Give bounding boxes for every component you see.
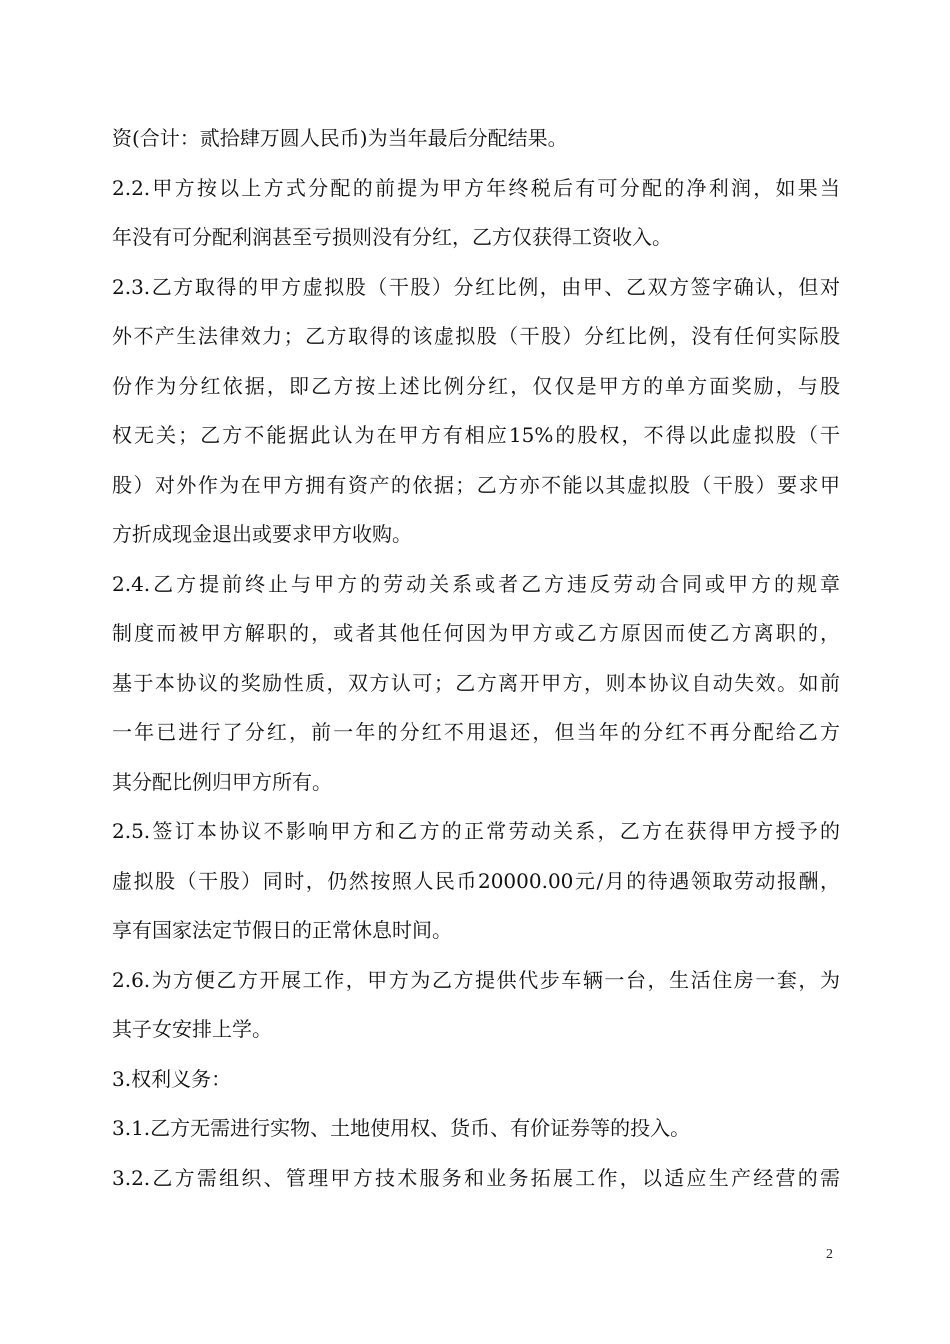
text-line: 2.4.乙方提前终止与甲方的劳动关系或者乙方违反劳动合同或甲方的规章 xyxy=(112,571,840,596)
text-line: 份作为分红依据，即乙方按上述比例分红，仅仅是甲方的单方面奖励，与股 xyxy=(112,373,840,398)
text-line: 2.3.乙方取得的甲方虚拟股（干股）分红比例，由甲、乙双方签字确认，但对 xyxy=(112,274,840,299)
text-line: 2.6.为方便乙方开展工作，甲方为乙方提供代步车辆一台，生活住房一套，为 xyxy=(112,967,840,992)
text-line: 2.5.签订本协议不影响甲方和乙方的正常劳动关系，乙方在获得甲方授予的 xyxy=(112,819,840,843)
page-number: 2 xyxy=(826,1247,833,1262)
text-line: 一年已进行了分红，前一年的分红不用退还，但当年的分红不再分配给乙方 xyxy=(112,720,840,744)
text-line: 3.权利义务： xyxy=(112,1066,232,1091)
text-line: 享有国家法定节假日的正常休息时间。 xyxy=(112,918,452,942)
document-body xyxy=(112,114,840,1203)
text-line: 年没有可分配利润甚至亏损则没有分红，乙方仅获得工资收入。 xyxy=(112,225,672,249)
text-line: 其子女安排上学。 xyxy=(112,1017,272,1041)
text-line: 其分配比例归甲方所有。 xyxy=(112,769,332,794)
text-line: 3.2.乙方需组织、管理甲方技术服务和业务拓展工作，以适应生产经营的需 xyxy=(112,1165,840,1190)
text-line: 资(合计：贰拾肆万圆人民币)为当年最后分配结果。 xyxy=(112,126,568,150)
text-line: 虚拟股（干股）同时，仍然按照人民币20000.00元/月的待遇领取劳动报酬， xyxy=(112,868,840,893)
text-line: 方折成现金退出或要求甲方收购。 xyxy=(112,522,412,546)
text-line: 股）对外作为在甲方拥有资产的依据；乙方亦不能以其虚拟股（干股）要求甲 xyxy=(112,472,840,497)
text-line: 制度而被甲方解职的，或者其他任何因为甲方或乙方原因而使乙方离职的， xyxy=(112,621,840,645)
text-line: 3.1.乙方无需进行实物、土地使用权、货币、有价证券等的投入。 xyxy=(112,1116,691,1140)
text-line: 基于本协议的奖励性质，双方认可；乙方离开甲方，则本协议自动失效。如前 xyxy=(112,670,840,695)
text-line: 外不产生法律效力；乙方取得的该虚拟股（干股）分红比例，没有任何实际股 xyxy=(112,324,840,348)
text-line: 2.2.甲方按以上方式分配的前提为甲方年终税后有可分配的净利润，如果当 xyxy=(112,175,840,200)
text-line: 权无关；乙方不能据此认为在甲方有相应15%的股权，不得以此虚拟股（干 xyxy=(112,423,840,447)
